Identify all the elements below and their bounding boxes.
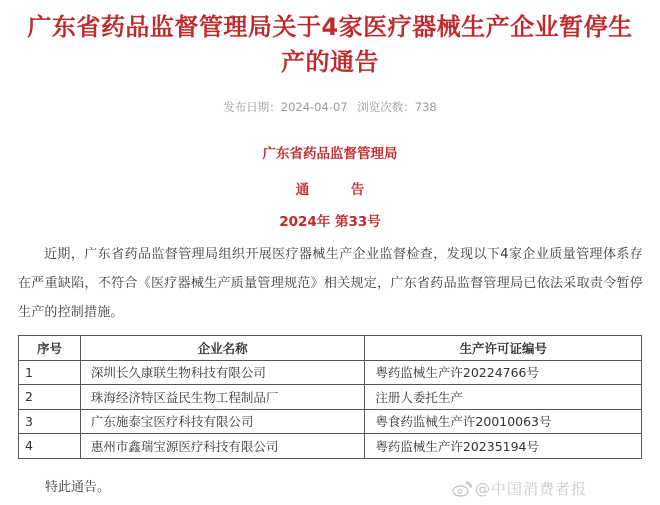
view-count: 浏览次数：738 [357, 100, 437, 114]
watermark-text: @中国消费者报 [475, 480, 588, 498]
article-title [0, 10, 660, 80]
row-enterprise-name: 深圳长久康联生物科技有限公司 [80, 360, 364, 385]
row-enterprise-name: 惠州市鑫瑞宝源医疗科技有限公司 [80, 434, 364, 459]
row-index: 1 [19, 360, 81, 385]
watermark [452, 478, 587, 499]
notice-body: 近期，广东省药品监督管理局组织开展医疗器械生产企业监督检查，发现以下4家企业质量管理体系存在严重缺陷，不符合《医疗器械生产质量管理规范》相关规定，广东省药品监督管理局已依法采取责令暂停生产的控制措施。 [18, 247, 643, 320]
row-license-number: 粤食药监械生产许20010063号 [365, 409, 642, 434]
row-license-number: 粤药监械生产许20224766号 [365, 360, 642, 385]
row-license-number: 粤药监械生产许20235194号 [365, 434, 642, 459]
table-row [19, 434, 642, 459]
table-row [19, 409, 642, 434]
row-enterprise-name: 珠海经济特区益民生物工程制品厂 [80, 385, 364, 410]
row-license-number: 注册人委托生产 [365, 385, 642, 410]
issuing-agency: 广东省药品监督管理局 [262, 146, 398, 162]
weibo-icon [452, 481, 472, 497]
enterprise-table [18, 335, 642, 459]
article-meta [0, 99, 660, 115]
closing-text: 特此通告。 [45, 480, 111, 495]
notice-label: 通 告 [295, 182, 379, 198]
row-enterprise-name: 广东施泰宝医疗科技有限公司 [80, 409, 364, 434]
title-line-1: 广东省药品监督管理局关于4家医疗器械生产企业暂停生 [27, 13, 633, 41]
row-index: 4 [19, 434, 81, 459]
header-index: 序号 [19, 336, 81, 361]
table-row [19, 385, 642, 410]
row-index: 3 [19, 409, 81, 434]
header-enterprise-name: 企业名称 [80, 336, 364, 361]
publish-date: 发布日期：2024-04-07 [223, 100, 348, 114]
row-index: 2 [19, 385, 81, 410]
table-row [19, 360, 642, 385]
title-line-2: 产的通告 [281, 48, 379, 76]
header-license-number: 生产许可证编号 [365, 336, 642, 361]
document-number: 2024年 第33号 [279, 214, 381, 230]
table-header-row [19, 336, 642, 361]
